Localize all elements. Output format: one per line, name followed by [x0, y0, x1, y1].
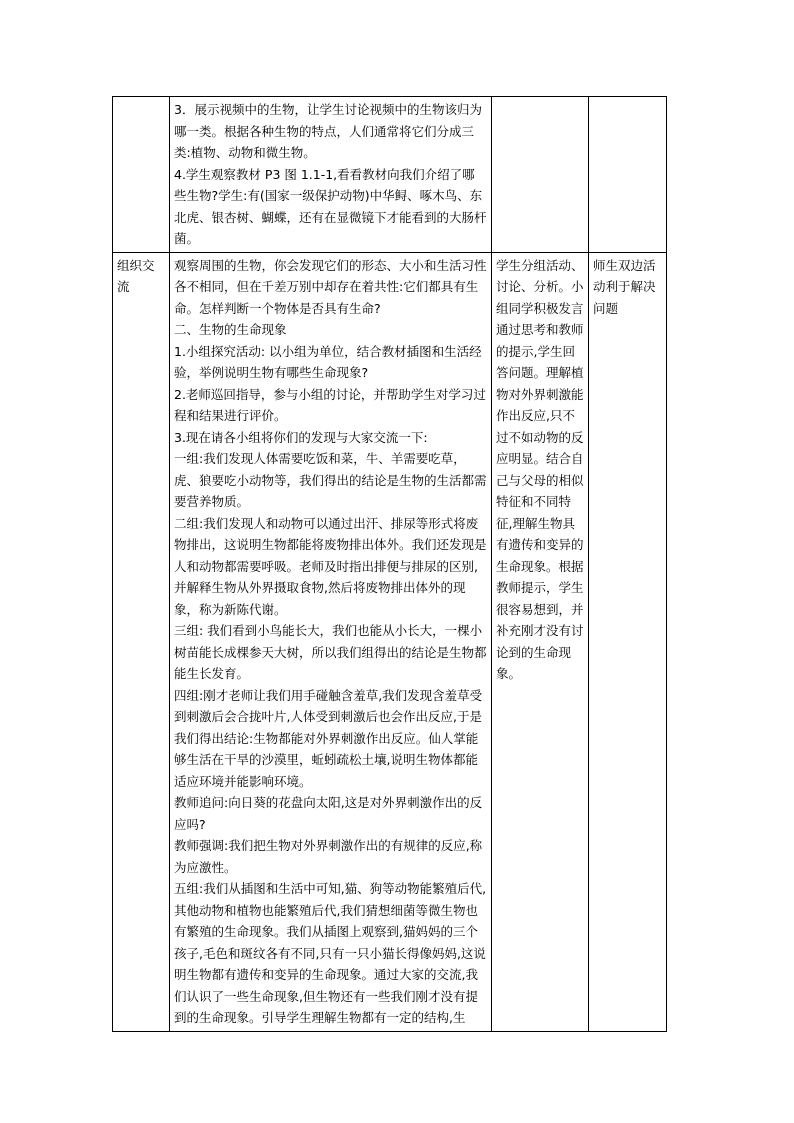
teacher-activity-cell: [170, 97, 492, 253]
paragraph: 2.老师巡回指导，参与小组的讨论，并帮助学生对学习过程和结果进行评价。: [174, 386, 486, 423]
table-row: [113, 252, 667, 1031]
paragraph: 三组: 我们看到小鸟能长大，我们也能从小长大，一棵小树苗能长成棵参天大树，所以我们组得出的结论是生物都能生长发育。: [174, 623, 487, 681]
student-activity-cell: 学生分组活动、讨论、分析。小组同学积极发言通过思考和教师的提示,学生回答问题。理解植物对外界刺激能作出反应,只不过不如动物的反应明显。结合自己与父母的相似特征和不同特征,理解生物具有遗传和变异的生命现象。根据教师提示，学生很容易想到，并补充刚才没有讨论到的生命现象。: [492, 252, 589, 1031]
paragraph: 二组:我们发现人和动物可以通过出汗、排尿等形式将废物排出，这说明生物都能将废物排出体外。我们还发现是人和动物都需要呼吸。老师及时指出排便与排尿的区别,并解释生物从外界摄取食物,然后将废物排出体外的现象，称为新陈代谢。: [174, 515, 487, 617]
paragraph: 4.学生观察教材 P3 图 1.1-1,看看教材向我们介绍了哪些生物?学生:有(国家一级保护动物)中华鲟、啄木鸟、东北虎、银杏树、蝴蝶，还有在显微镜下才能看到的大肠杆菌。: [174, 166, 487, 246]
design-intent-cell: 师生双边活动利于解决问题: [589, 252, 667, 1031]
paragraph: 3.现在请各小组将你们的发现与大家交流一下:: [174, 429, 428, 445]
design-intent-cell: [589, 97, 667, 253]
paragraph: 五组:我们从插图和生活中可知,猫、狗等动物能繁殖后代,其他动物和植物也能繁殖后代,我们猜想细菌等微生物也有繁殖的生命现象。我们从插图上观察到,猫妈妈的三个孩子,毛色和斑纹各有不同,只有一只小猫长得像妈妈,这说明生物都有遗传和变异的生命现象。通过大家的交流,我们认识了一些生命现象,但生物还有一些我们刚才没有提到的生命现象。引导学生理解生物都有一定的结构,生: [174, 881, 487, 1025]
paragraph: 3．展示视频中的生物，让学生讨论视频中的生物该归为哪一类。根据各种生物的特点，人们通常将它们分成三类:植物、动物和微生物。: [174, 102, 482, 160]
paragraph: 观察周围的生物，你会发现它们的形态、大小和生活习性各不相同，但在千差万别中却存在着共性:它们都具有生命。怎样判断一个物体是否具有生命?: [174, 257, 487, 316]
teacher-activity-cell: [170, 252, 492, 1031]
stage-cell: 组织交流: [113, 252, 170, 1031]
paragraph: 教师追问:向日葵的花盘向太阳,这是对外界刺激作出的反应吗?: [174, 795, 483, 832]
paragraph: 1.小组探究活动: 以小组为单位，结合教材插图和生活经验，举例说明生物有哪些生命现象?: [174, 343, 482, 380]
lesson-plan-table: [112, 96, 667, 1032]
student-activity-cell: [492, 97, 589, 253]
section-heading: 二、生物的生命现象: [174, 322, 287, 337]
table-row: [113, 97, 667, 253]
paragraph: 教师强调:我们把生物对外界刺激作出的有规律的反应,称为应激性。: [174, 838, 483, 875]
paragraph: 一组:我们发现人体需要吃饭和菜，牛、羊需要吃草，虎、狼要吃小动物等，我们得出的结论是生物的生活都需要营养物质。: [174, 451, 487, 509]
stage-cell: [113, 97, 170, 253]
paragraph: 四组:刚才老师让我们用手碰触含羞草,我们发现含羞草受到刺激后会合拢叶片,人体受到刺激后也会作出反应,于是我们得出结论:生物都能对外界刺激作出反应。仙人掌能够生活在干旱的沙漠里，蚯蚓疏松土壤,说明生物体都能适应环境并能影响环境。: [174, 687, 483, 789]
